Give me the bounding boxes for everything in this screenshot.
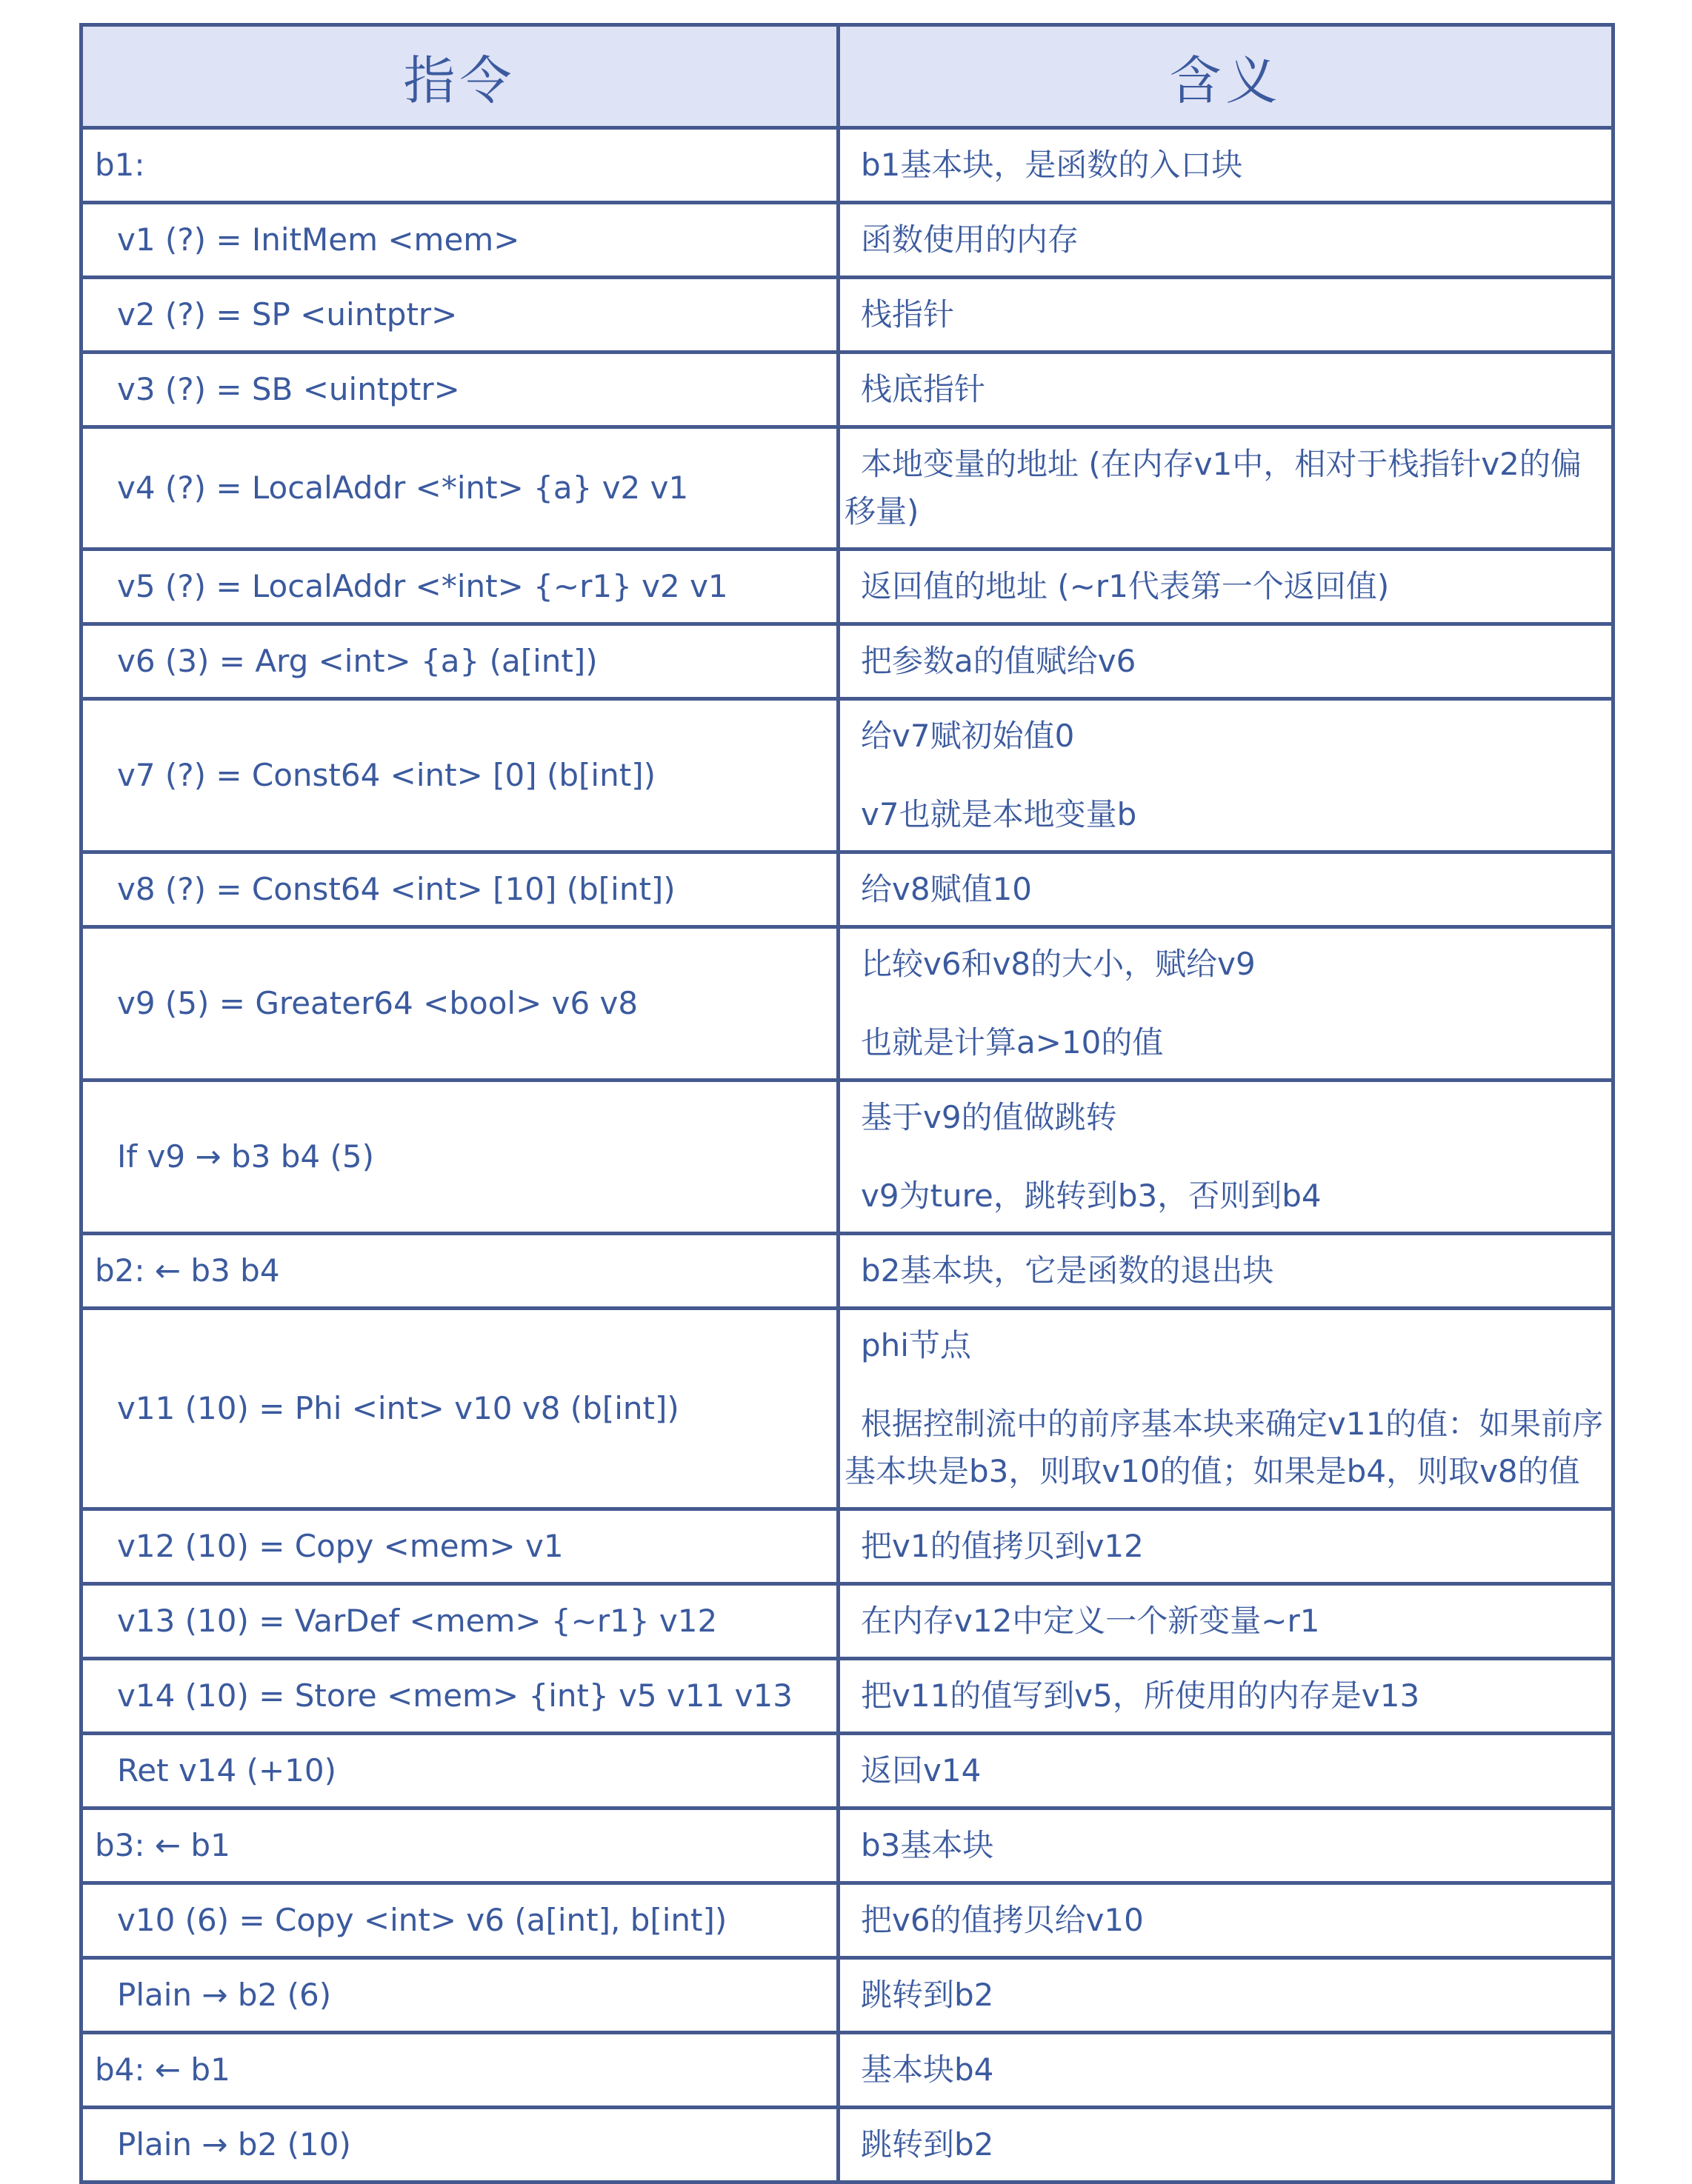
meaning-cell xyxy=(839,2108,1613,2183)
table-row xyxy=(81,2033,1613,2108)
instruction-cell: v14 (10) = Store <mem> {int} v5 v11 v13 xyxy=(81,1659,839,1734)
instruction-cell: v6 (3) = Arg <int> {a} (a[int]) xyxy=(81,624,839,699)
table-row xyxy=(81,128,1613,203)
table-row xyxy=(81,353,1613,427)
instruction-cell: v2 (?) = SP <uintptr> xyxy=(81,278,839,353)
table-row xyxy=(81,1584,1613,1659)
instruction-cell: v13 (10) = VarDef <mem> {~r1} v12 xyxy=(81,1584,839,1659)
table-row xyxy=(81,550,1613,624)
meaning-line: 把v6的值拷贝给v10 xyxy=(861,1902,1144,1938)
meaning-cell xyxy=(839,1883,1613,1958)
instruction-cell: If v9 → b3 b4 (5) xyxy=(81,1081,839,1234)
meaning-line: 返回值的地址 (~r1代表第一个返回值) xyxy=(861,568,1390,604)
meaning-line: 返回v14 xyxy=(861,1752,982,1789)
table-row xyxy=(81,1309,1613,1509)
instruction-cell: v7 (?) = Const64 <int> [0] (b[int]) xyxy=(81,699,839,852)
meaning-cell xyxy=(839,1659,1613,1734)
instruction-cell: v11 (10) = Phi <int> v10 v8 (b[int]) xyxy=(81,1309,839,1509)
meaning-cell xyxy=(839,278,1613,353)
instruction-cell: v12 (10) = Copy <mem> v1 xyxy=(81,1509,839,1584)
meaning-cell xyxy=(839,1309,1613,1509)
instruction-cell: v8 (?) = Const64 <int> [10] (b[int]) xyxy=(81,852,839,927)
meaning-cell xyxy=(839,927,1613,1081)
instruction-cell: b2: ← b3 b4 xyxy=(81,1234,839,1309)
instruction-cell: Plain → b2 (10) xyxy=(81,2108,839,2183)
instruction-cell: v9 (5) = Greater64 <bool> v6 v8 xyxy=(81,927,839,1081)
meaning-cell xyxy=(839,550,1613,624)
meaning-cell xyxy=(839,1584,1613,1659)
table-row xyxy=(81,278,1613,353)
table-row xyxy=(81,1883,1613,1958)
instruction-cell: b1: xyxy=(81,128,839,203)
table-row xyxy=(81,1659,1613,1734)
instruction-cell: b3: ← b1 xyxy=(81,1809,839,1883)
meaning-line: 根据控制流中的前序基本块来确定v11的值：如果前序基本块是b3，则取v10的值；如果是b4，则取v8的值 xyxy=(845,1406,1604,1489)
meaning-line: b1基本块，是函数的入口块 xyxy=(861,147,1243,183)
meaning-cell xyxy=(839,427,1613,550)
table-row xyxy=(81,1809,1613,1883)
instruction-cell: b4: ← b1 xyxy=(81,2033,839,2108)
meaning-line: 把v11的值写到v5，所使用的内存是v13 xyxy=(861,1677,1420,1714)
meaning-cell xyxy=(839,1081,1613,1234)
meaning-line: 跳转到b2 xyxy=(861,2126,994,2163)
meaning-cell xyxy=(839,128,1613,203)
meaning-line: b3基本块 xyxy=(861,1827,994,1863)
meaning-line: v9为ture，跳转到b3，否则到b4 xyxy=(861,1178,1322,1214)
table-row xyxy=(81,1734,1613,1809)
table-row xyxy=(81,2108,1613,2183)
table-row xyxy=(81,852,1613,927)
meaning-line: 比较v6和v8的大小，赋给v9 xyxy=(861,946,1256,982)
table-row xyxy=(81,1234,1613,1309)
meaning-line: 给v7赋初始值0 xyxy=(861,718,1075,754)
meaning-line: 基于v9的值做跳转 xyxy=(861,1099,1117,1135)
meaning-cell xyxy=(839,353,1613,427)
meaning-cell xyxy=(839,2033,1613,2108)
table-row xyxy=(81,1509,1613,1584)
table-row xyxy=(81,1081,1613,1234)
meaning-cell xyxy=(839,624,1613,699)
table-row xyxy=(81,427,1613,550)
instruction-table xyxy=(79,23,1615,2184)
meaning-line: 把参数a的值赋给v6 xyxy=(861,643,1136,679)
instruction-cell: v10 (6) = Copy <int> v6 (a[int], b[int]) xyxy=(81,1883,839,1958)
instruction-cell: Plain → b2 (6) xyxy=(81,1958,839,2033)
meaning-cell xyxy=(839,1509,1613,1584)
meaning-line: phi节点 xyxy=(861,1327,971,1363)
header-instruction: 指令 xyxy=(81,25,839,128)
meaning-line: 在内存v12中定义一个新变量~r1 xyxy=(861,1603,1320,1639)
meaning-line: v7也就是本地变量b xyxy=(861,796,1137,832)
meaning-cell xyxy=(839,1734,1613,1809)
meaning-line: 栈底指针 xyxy=(861,371,986,407)
meaning-line: 本地变量的地址 (在内存v1中，相对于栈指针v2的偏移量) xyxy=(845,446,1582,530)
table-row xyxy=(81,1958,1613,2033)
header-row xyxy=(81,25,1613,128)
instruction-cell: v5 (?) = LocalAddr <*int> {~r1} v2 v1 xyxy=(81,550,839,624)
meaning-line: 给v8赋值10 xyxy=(861,871,1033,907)
meaning-cell xyxy=(839,699,1613,852)
meaning-line: b2基本块，它是函数的退出块 xyxy=(861,1252,1274,1289)
table-body xyxy=(81,128,1613,2183)
instruction-cell: v4 (?) = LocalAddr <*int> {a} v2 v1 xyxy=(81,427,839,550)
instruction-cell: v3 (?) = SB <uintptr> xyxy=(81,353,839,427)
meaning-cell xyxy=(839,852,1613,927)
instruction-cell: v1 (?) = InitMem <mem> xyxy=(81,203,839,278)
meaning-line: 跳转到b2 xyxy=(861,1977,994,2013)
meaning-line: 把v1的值拷贝到v12 xyxy=(861,1528,1144,1564)
header-meaning: 含义 xyxy=(839,25,1613,128)
meaning-line: 也就是计算a>10的值 xyxy=(861,1024,1164,1061)
table-row xyxy=(81,203,1613,278)
instruction-cell: Ret v14 (+10) xyxy=(81,1734,839,1809)
ssa-instruction-table-wrapper xyxy=(79,23,1615,2184)
meaning-cell xyxy=(839,1958,1613,2033)
meaning-line: 栈指针 xyxy=(861,296,955,333)
meaning-line: 函数使用的内存 xyxy=(861,221,1079,258)
meaning-line: 基本块b4 xyxy=(861,2051,994,2088)
meaning-cell xyxy=(839,1809,1613,1883)
table-row xyxy=(81,927,1613,1081)
table-row xyxy=(81,624,1613,699)
meaning-cell xyxy=(839,203,1613,278)
meaning-cell xyxy=(839,1234,1613,1309)
table-row xyxy=(81,699,1613,852)
